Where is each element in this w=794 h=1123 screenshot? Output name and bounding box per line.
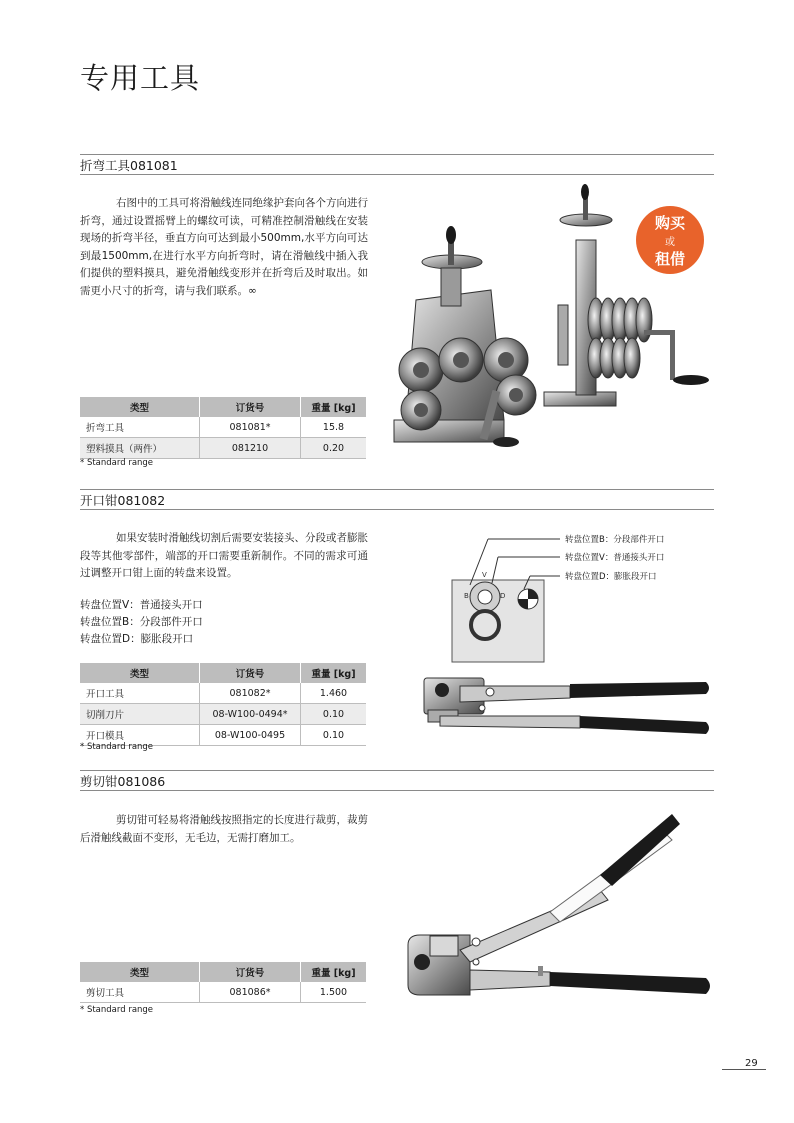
cell-type: 开口工具	[80, 683, 200, 704]
col-header-weight: 重量 [kg]	[301, 397, 367, 417]
page-title: 专用工具	[80, 61, 201, 95]
shear-pliers-image	[400, 800, 715, 1005]
page-number-rule	[722, 1069, 766, 1070]
callout-position-b: 转盘位置B：分段部件开口	[565, 535, 665, 545]
svg-text:D: D	[500, 592, 506, 600]
section-title: 折弯工具081081	[80, 158, 178, 173]
cell-type: 开口模具	[80, 725, 200, 746]
opening-pliers-description: 如果安装时滑触线切割后需要安装接头、分段或者膨胀段等其他零部件，端部的开口需要重新制作。不同的需求可通过调整开口钳上面的转盘来设置。	[80, 532, 368, 579]
cell-type: 剪切工具	[80, 982, 200, 1003]
standard-range-note: * Standard range	[80, 458, 154, 468]
section-title: 开口钳081082	[80, 493, 166, 508]
shear-pliers-description: 剪切钳可轻易将滑触线按照指定的长度进行裁剪，裁剪后滑触线截面不变形，无毛边，无需打磨加工。	[80, 814, 368, 844]
col-header-type: 类型	[80, 663, 200, 683]
bending-tool-description: 右图中的工具可将滑触线连同绝缘护套向各个方向进行折弯，通过设置摇臂上的螺纹可读，可精准控制滑触线在安装现场的折弯半径，垂直方向可达到最小500mm,水平方向可达到最1500mm,在进行水平方向折弯时，请在滑触线中插入我们提供的塑料摸具，避免滑触线变形并在折弯后及时取出。如需更小尺寸的折弯，请与我们联系。∞	[80, 197, 368, 297]
cell-order-no: 081086*	[200, 982, 301, 1003]
shear-pliers-spec-table	[80, 962, 366, 1003]
callout-position-v: 转盘位置V：普通接头开口	[565, 553, 665, 563]
turntable-position-d: 转盘位置D：膨胀段开口	[80, 633, 194, 645]
table-header-row	[80, 962, 366, 982]
table-row	[80, 982, 366, 1003]
col-header-order-no: 订货号	[200, 962, 301, 982]
col-header-weight: 重量 [kg]	[301, 663, 367, 683]
opening-pliers-spec-table	[80, 663, 366, 746]
section-header-shear-pliers	[80, 770, 714, 791]
standard-range-note: * Standard range	[80, 1005, 154, 1015]
cell-weight: 0.10	[301, 725, 367, 746]
cell-weight: 0.20	[301, 438, 367, 459]
table-row	[80, 704, 366, 725]
table-row	[80, 438, 366, 459]
cell-weight: 0.10	[301, 704, 367, 725]
svg-text:B: B	[464, 592, 469, 600]
cell-order-no: 081082*	[200, 683, 301, 704]
col-header-order-no: 订货号	[200, 397, 301, 417]
cell-type: 塑料摸具（两件）	[80, 438, 200, 459]
col-header-type: 类型	[80, 962, 200, 982]
opening-pliers-image	[420, 672, 715, 742]
table-header-row	[80, 663, 366, 683]
cell-weight: 1.500	[301, 982, 367, 1003]
page-number: 29	[745, 1058, 758, 1069]
buy-or-rent-badge	[636, 206, 704, 274]
cell-order-no: 08-W100-0494*	[200, 704, 301, 725]
section-title: 剪切钳081086	[80, 774, 166, 789]
bending-tool-spec-table	[80, 397, 366, 459]
cell-type: 切削刀片	[80, 704, 200, 725]
badge-line-3: 租借	[654, 250, 685, 268]
section-header-opening-pliers	[80, 489, 714, 510]
cell-weight: 1.460	[301, 683, 367, 704]
col-header-type: 类型	[80, 397, 200, 417]
cell-order-no: 08-W100-0495	[200, 725, 301, 746]
turntable-position-b: 转盘位置B：分段部件开口	[80, 616, 203, 628]
section-header-bending-tool	[80, 154, 714, 175]
callout-position-d: 转盘位置D：膨胀段开口	[565, 572, 657, 582]
cell-type: 折弯工具	[80, 417, 200, 438]
badge-line-2: 或	[665, 237, 675, 248]
cell-weight: 15.8	[301, 417, 367, 438]
cell-order-no: 081081*	[200, 417, 301, 438]
standard-range-note: * Standard range	[80, 742, 154, 752]
table-row	[80, 417, 366, 438]
badge-line-1: 购买	[654, 214, 685, 232]
table-header-row	[80, 397, 366, 417]
svg-text:V: V	[482, 571, 487, 579]
bending-machine-front	[394, 226, 536, 447]
turntable-position-v: 转盘位置V：普通接头开口	[80, 599, 203, 611]
cell-order-no: 081210	[200, 438, 301, 459]
table-row	[80, 683, 366, 704]
col-header-weight: 重量 [kg]	[301, 962, 367, 982]
col-header-order-no: 订货号	[200, 663, 301, 683]
turntable-diagram	[440, 525, 560, 665]
